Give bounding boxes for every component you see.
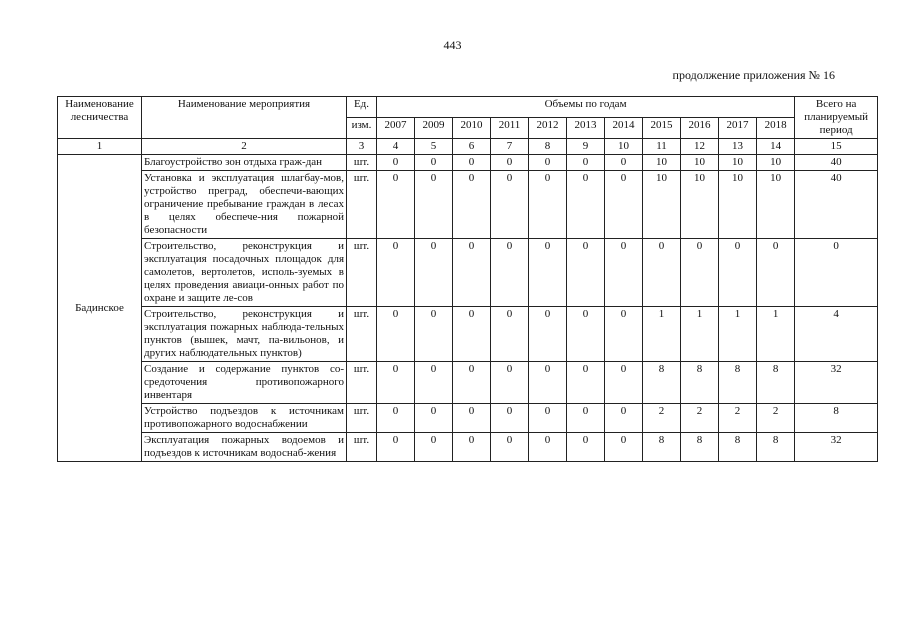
year-value-cell: 0 (453, 155, 491, 171)
total-cell: 4 (795, 307, 878, 362)
year-value-cell: 8 (719, 362, 757, 404)
year-value-cell: 0 (453, 171, 491, 239)
header-forestry: Наименование лесничества (58, 97, 142, 139)
year-value-cell: 0 (377, 155, 415, 171)
header-total: Всего на планируемый период (795, 97, 878, 139)
table-row (58, 362, 878, 404)
year-value-cell: 10 (719, 171, 757, 239)
column-number: 2 (142, 139, 347, 155)
header-year: 2017 (719, 118, 757, 139)
year-value-cell: 0 (529, 307, 567, 362)
unit-cell: шт. (347, 155, 377, 171)
year-value-cell: 0 (453, 404, 491, 433)
year-value-cell: 0 (529, 433, 567, 462)
column-number: 5 (415, 139, 453, 155)
year-value-cell: 0 (415, 404, 453, 433)
year-value-cell: 0 (605, 404, 643, 433)
column-number: 10 (605, 139, 643, 155)
year-value-cell: 0 (567, 171, 605, 239)
total-cell: 32 (795, 433, 878, 462)
column-number: 15 (795, 139, 878, 155)
unit-cell: шт. (347, 307, 377, 362)
year-value-cell: 0 (567, 433, 605, 462)
header-year: 2018 (757, 118, 795, 139)
activity-name: Эксплуатация пожарных водоемов и подъездов к источникам водоснаб-жения (142, 433, 347, 462)
activity-name: Установка и эксплуатация шлагбау-мов, устройство преград, обеспечи-вающих ограничение пребывание граждан в лесах в целях обеспече-ния пожарной безопасности (142, 171, 347, 239)
year-value-cell: 0 (415, 239, 453, 307)
column-number: 4 (377, 139, 415, 155)
year-value-cell: 0 (529, 404, 567, 433)
year-value-cell: 2 (643, 404, 681, 433)
unit-cell: шт. (347, 239, 377, 307)
total-cell: 0 (795, 239, 878, 307)
year-value-cell: 8 (643, 433, 681, 462)
year-value-cell: 0 (415, 362, 453, 404)
year-value-cell: 0 (491, 155, 529, 171)
year-value-cell: 8 (719, 433, 757, 462)
header-unit-top: Ед. (347, 97, 377, 118)
header-row-1 (58, 97, 878, 118)
year-value-cell: 0 (605, 362, 643, 404)
unit-cell: шт. (347, 171, 377, 239)
year-value-cell: 0 (453, 433, 491, 462)
year-value-cell: 0 (529, 362, 567, 404)
column-number: 7 (491, 139, 529, 155)
table-row (58, 155, 878, 171)
year-value-cell: 0 (453, 362, 491, 404)
year-value-cell: 0 (491, 307, 529, 362)
total-cell: 8 (795, 404, 878, 433)
year-value-cell: 1 (643, 307, 681, 362)
year-value-cell: 0 (643, 239, 681, 307)
year-value-cell: 0 (529, 171, 567, 239)
header-year: 2014 (605, 118, 643, 139)
activity-name: Создание и содержание пунктов со-средоточения противопожарного инвентаря (142, 362, 347, 404)
year-value-cell: 2 (757, 404, 795, 433)
column-number: 9 (567, 139, 605, 155)
year-value-cell: 10 (643, 155, 681, 171)
column-number: 1 (58, 139, 142, 155)
year-value-cell: 10 (719, 155, 757, 171)
year-value-cell: 0 (567, 404, 605, 433)
column-number: 8 (529, 139, 567, 155)
header-year: 2015 (643, 118, 681, 139)
year-value-cell: 0 (681, 239, 719, 307)
header-year: 2007 (377, 118, 415, 139)
year-value-cell: 0 (377, 404, 415, 433)
year-value-cell: 1 (681, 307, 719, 362)
header-year: 2009 (415, 118, 453, 139)
column-number: 12 (681, 139, 719, 155)
year-value-cell: 0 (605, 155, 643, 171)
column-number: 6 (453, 139, 491, 155)
year-value-cell: 8 (643, 362, 681, 404)
year-value-cell: 10 (757, 171, 795, 239)
table-row (58, 404, 878, 433)
column-number: 11 (643, 139, 681, 155)
year-value-cell: 0 (605, 307, 643, 362)
year-value-cell: 0 (491, 433, 529, 462)
year-value-cell: 1 (757, 307, 795, 362)
total-cell: 40 (795, 171, 878, 239)
year-value-cell: 0 (567, 307, 605, 362)
activity-name: Строительство, реконструкция и эксплуатация посадочных площадок для самолетов, вертолетов, исполь-зуемых в целях проведения авиаци-онных работ по охране и защите ле-сов (142, 239, 347, 307)
page-number: 443 (443, 38, 462, 52)
year-value-cell: 0 (377, 239, 415, 307)
year-value-cell: 0 (491, 404, 529, 433)
table-row (58, 307, 878, 362)
table-body (58, 155, 878, 462)
year-value-cell: 0 (719, 239, 757, 307)
column-numbers-row (58, 139, 878, 155)
activities-table (57, 96, 878, 462)
year-value-cell: 0 (377, 433, 415, 462)
year-value-cell: 0 (415, 155, 453, 171)
year-value-cell: 10 (643, 171, 681, 239)
total-cell: 32 (795, 362, 878, 404)
header-year: 2016 (681, 118, 719, 139)
year-value-cell: 0 (415, 307, 453, 362)
header-volumes: Объемы по годам (377, 97, 795, 118)
year-value-cell: 0 (453, 307, 491, 362)
header-year: 2013 (567, 118, 605, 139)
year-value-cell: 10 (681, 155, 719, 171)
unit-cell: шт. (347, 433, 377, 462)
year-value-cell: 8 (757, 362, 795, 404)
year-value-cell: 10 (757, 155, 795, 171)
year-value-cell: 0 (567, 239, 605, 307)
year-value-cell: 0 (491, 362, 529, 404)
year-value-cell: 0 (605, 239, 643, 307)
year-value-cell: 2 (681, 404, 719, 433)
year-value-cell: 8 (681, 433, 719, 462)
table-row (58, 239, 878, 307)
column-number: 13 (719, 139, 757, 155)
year-value-cell: 0 (491, 239, 529, 307)
year-value-cell: 8 (681, 362, 719, 404)
activity-name: Устройство подъездов к источникам противопожарного водоснабжении (142, 404, 347, 433)
total-cell: 40 (795, 155, 878, 171)
year-value-cell: 0 (757, 239, 795, 307)
year-value-cell: 0 (605, 171, 643, 239)
column-number: 3 (347, 139, 377, 155)
year-value-cell: 0 (529, 155, 567, 171)
header-activity: Наименование мероприятия (142, 97, 347, 139)
table-row (58, 433, 878, 462)
column-number: 14 (757, 139, 795, 155)
year-value-cell: 0 (377, 171, 415, 239)
activity-name: Строительство, реконструкция и эксплуатация пожарных наблюда-тельных пунктов (вышек, мачт, па-вильонов, и других наблюдательных пунктов) (142, 307, 347, 362)
year-value-cell: 2 (719, 404, 757, 433)
unit-cell: шт. (347, 362, 377, 404)
year-value-cell: 8 (757, 433, 795, 462)
table-row (58, 171, 878, 239)
header-unit-bottom: изм. (347, 118, 377, 139)
year-value-cell: 0 (415, 171, 453, 239)
year-value-cell: 0 (567, 155, 605, 171)
year-value-cell: 0 (567, 362, 605, 404)
header-year: 2010 (453, 118, 491, 139)
header-year: 2012 (529, 118, 567, 139)
year-value-cell: 10 (681, 171, 719, 239)
year-value-cell: 0 (453, 239, 491, 307)
unit-cell: шт. (347, 404, 377, 433)
year-value-cell: 0 (605, 433, 643, 462)
year-value-cell: 0 (377, 307, 415, 362)
forestry-name: Бадинское (58, 155, 142, 462)
header-year: 2011 (491, 118, 529, 139)
year-value-cell: 0 (377, 362, 415, 404)
year-value-cell: 0 (491, 171, 529, 239)
activity-name: Благоустройство зон отдыха граж-дан (142, 155, 347, 171)
year-value-cell: 0 (415, 433, 453, 462)
year-value-cell: 1 (719, 307, 757, 362)
appendix-continuation-label: продолжение приложения № 16 (672, 68, 835, 82)
year-value-cell: 0 (529, 239, 567, 307)
